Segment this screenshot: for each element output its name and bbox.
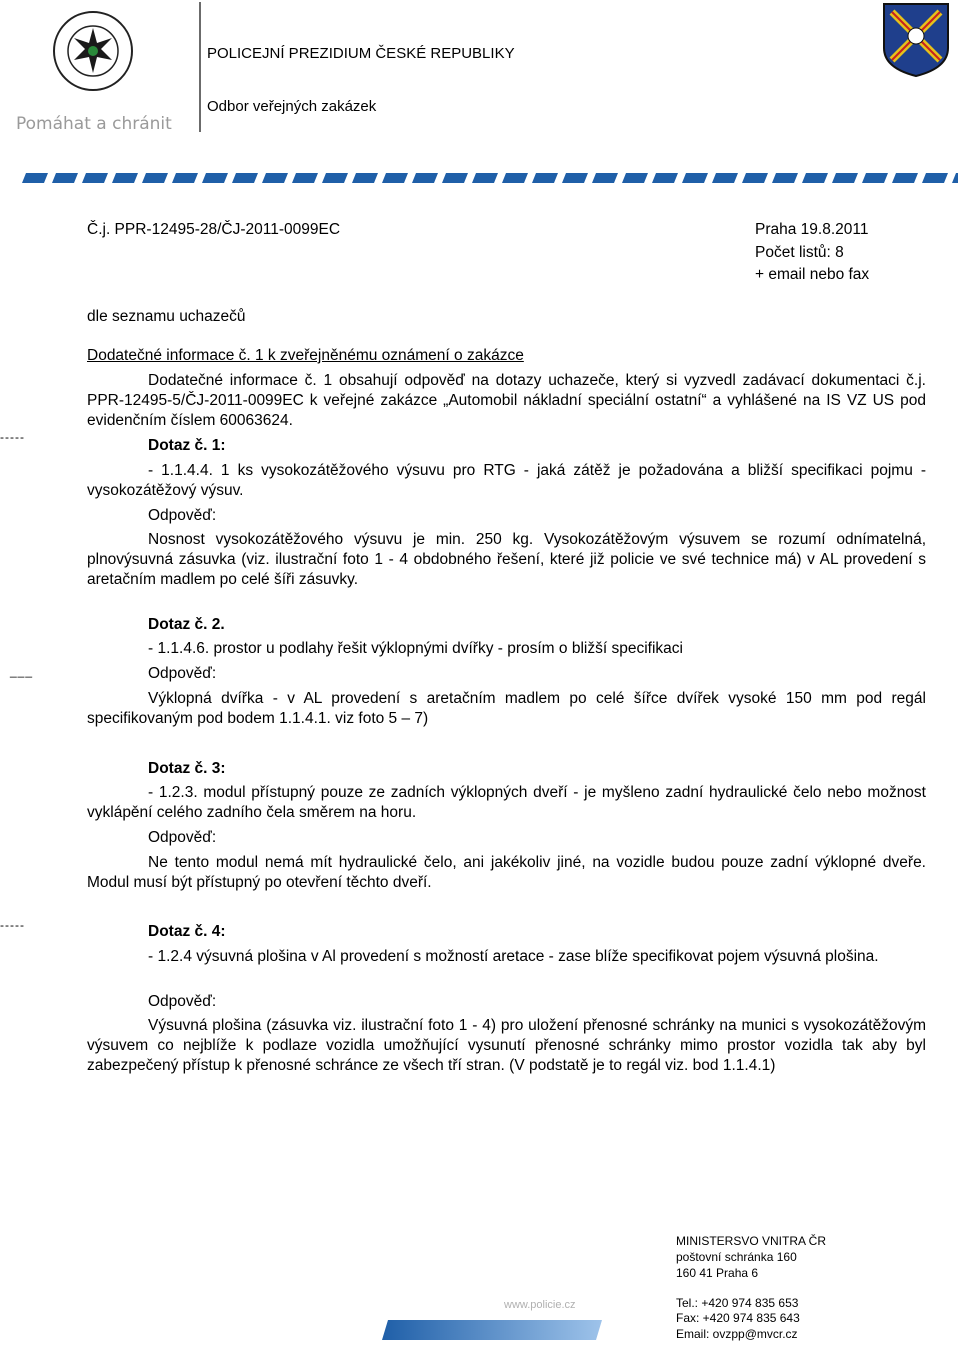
footer-phone: Tel.: +420 974 835 653	[676, 1296, 799, 1310]
org-name: POLICEJNÍ PREZIDIUM ČESKÉ REPUBLIKY	[207, 45, 515, 62]
place-date: Praha 19.8.2011	[755, 221, 869, 238]
dept-name: Odbor veřejných zakázek	[207, 98, 377, 115]
header-divider	[199, 2, 201, 132]
answer-text: Výklopná dvířka - v AL provedení s aretačním madlem po celé šířce dvířek vysoké 150 mm pod regál specifikovaným pod bodem 1.1.4.1. viz foto 5 – 7)	[87, 690, 926, 727]
margin-mark: ___	[10, 664, 34, 678]
footer-address-2: poštovní schránka 160	[676, 1250, 797, 1264]
police-logo	[52, 10, 134, 92]
footer-web-url: www.policie.cz	[504, 1299, 576, 1311]
delivery-method: + email nebo fax	[755, 266, 870, 283]
reference-number: Č.j. PPR-12495-28/ČJ-2011-0099EC	[87, 221, 341, 238]
footer-email: Email: ovzpp@mvcr.cz	[676, 1327, 798, 1341]
header-stripe	[18, 170, 958, 180]
question-text: - 1.1.4.6. prostor u podlahy řešit výklopnými dvířky - prosím o bližší specifikaci	[148, 640, 683, 657]
answer-label: Odpověď:	[148, 993, 217, 1010]
answer-text: Nosnost vysokozátěžového výsuvu je min. 250 kg. Vysokozátěžovým výsuvem se rozumí odnímatelná, plnovýsuvná zásuvka (viz. ilustrační foto 1 - 4 obdobného řešení, které již policie ve své technice má) v AL provedení s aretačním madlem po celé šíři zásuvky.	[87, 531, 926, 588]
margin-mark: -----	[0, 918, 25, 932]
footer-fax: Fax: +420 974 835 643	[676, 1311, 800, 1325]
question-text: - 1.2.3. modul přístupný pouze ze zadních výklopných dveří - je myšleno zadní hydraulické čelo nebo možnost vyklápění celého zadního čela směrem na horu.	[87, 784, 926, 821]
slogan: Pomáhat a chránit	[16, 114, 172, 134]
margin-mark: -----	[0, 430, 25, 444]
question-title: Dotaz č. 4:	[148, 923, 226, 940]
answer-text: Výsuvná plošina (zásuvka viz. ilustrační foto 1 - 4) pro uložení přenosné schránky na munici s vysokozátěžovým výsuvem co nejblíže k podlaze vozidla umožňující vysunutí přenosné schránky mimo prostor vozidla tak aby byl zabezpečený přístup k přenosné schránce ze všech tří stran. (V podstatě je to regál viz. bod 1.1.4.1)	[87, 1017, 926, 1074]
addressee: dle seznamu uchazečů	[87, 308, 246, 325]
footer-address-1: MINISTERSVO VNITRA ČR	[676, 1234, 827, 1248]
question-text: - 1.1.4.4. 1 ks vysokozátěžového výsuvu pro RTG - jaká zátěž je požadována a bližší specifikaci pojmu - vysokozátěžový výsuv.	[87, 462, 926, 499]
question-title: Dotaz č. 2.	[148, 616, 225, 633]
footer-stripe	[376, 1318, 602, 1340]
footer-address-3: 160 41 Praha 6	[676, 1266, 759, 1280]
question-title: Dotaz č. 3:	[148, 760, 226, 777]
answer-label: Odpověď:	[148, 829, 217, 846]
intro-paragraph: Dodatečné informace č. 1 obsahují odpověď na dotazy uchazeče, který si vyzvedl zadávací dokumentaci č.j. PPR-12495-5/ČJ-2011-0099EC k veřejné zakázce „Automobil nákladní speciální ostatní“ a vyhlášené na IS VZ US pod evidenčním číslem 60063624.	[87, 372, 926, 429]
answer-label: Odpověď:	[148, 665, 217, 682]
question-text: - 1.2.4 výsuvná plošina v Al provedení s možností aretace - zase blíže specifikovat pojem výsuvná plošina.	[148, 948, 879, 965]
ministry-emblem	[882, 2, 950, 78]
subject: Dodatečné informace č. 1 k zveřejněnému oznámení o zakázce	[87, 347, 524, 364]
sheet-count: Počet listů: 8	[755, 244, 844, 261]
answer-label: Odpověď:	[148, 507, 217, 524]
question-title: Dotaz č. 1:	[148, 437, 226, 454]
answer-text: Ne tento modul nemá mít hydraulické čelo, ani jakékoliv jiné, na vozidle budou pouze zadní výklopné dveře. Modul musí být přístupný po otevření těchto dveří.	[87, 854, 926, 891]
